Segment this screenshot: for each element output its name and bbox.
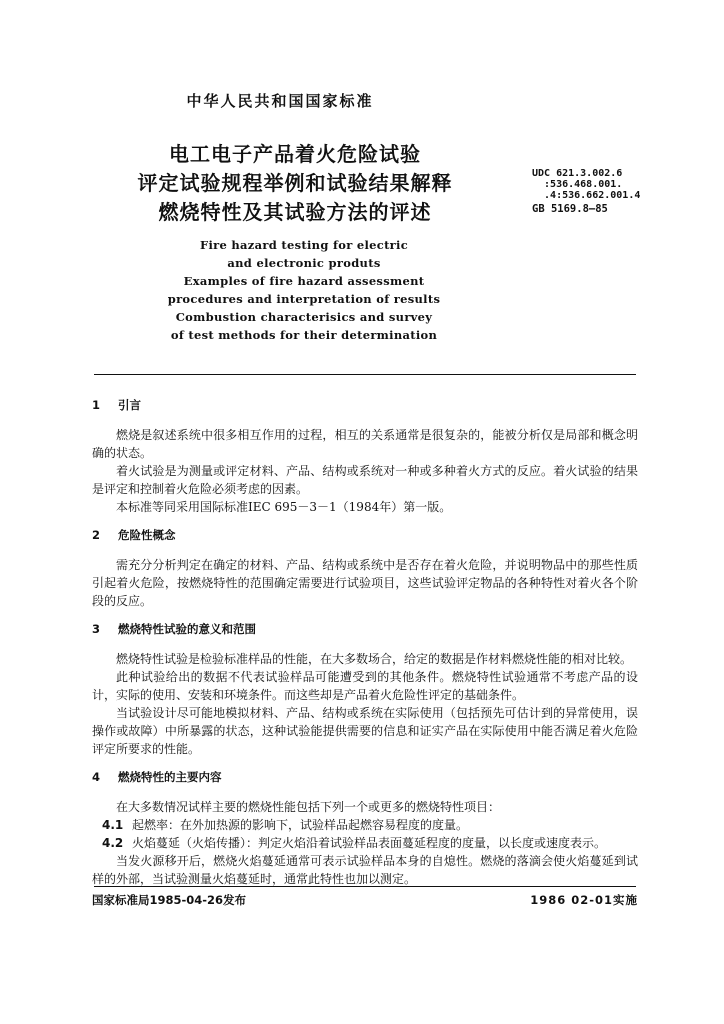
english-title-line: Fire hazard testing for electric [199, 238, 409, 252]
english-title-line: Examples of fire hazard assessment [183, 274, 425, 288]
udc-line: .4:536.662.001.4 [532, 190, 641, 201]
paragraph: 燃烧是叙述系统中很多相互作用的过程，相互的关系通常是很复杂的，能被分析仅是局部和概念明确的状态。 [92, 428, 638, 460]
section-hazard-concept [92, 526, 638, 610]
paragraph: 当试验设计尽可能地模拟材料、产品、结构或系统在实际使用（包括预先可估计到的异常使用，误操作或故障）中所暴露的状态，这种试验能提供需要的信息和证实产品在实际使用中能否满足着火危险评定所要求的性能。 [92, 706, 638, 756]
document-body [92, 396, 638, 888]
udc-classification [532, 168, 718, 201]
section-title: 危险性概念 [118, 528, 176, 542]
chinese-title-line: 电工电子产品着火危险试验 [169, 142, 421, 166]
chinese-title-line: 燃烧特性及其试验方法的评述 [158, 200, 432, 224]
item-text: 火焰蔓延（火焰传播）：判定火焰沿着试验样品表面蔓延程度的度量，以长度或速度表示。 [132, 836, 607, 850]
paragraph: 着火试验是为测量或评定材料、产品、结构或系统对一种或多种着火方式的反应。着火试验的结果是评定和控制着火危险必须考虑的因素。 [92, 464, 638, 496]
section-number: 3 [92, 622, 101, 636]
chinese-title-line: 评定试验规程举例和试验结果解释 [137, 171, 453, 195]
english-title-line: and electronic produts [227, 256, 381, 270]
section-heading [92, 526, 638, 544]
section-heading [92, 768, 638, 786]
section-number: 1 [92, 398, 101, 412]
effective-date: 1986 02-01实施 [530, 893, 638, 907]
paragraph: 需充分分析判定在确定的材料、产品、结构或系统中是否存在着火危险，并说明物品中的那些性质引起着火危险，按燃烧特性的范围确定需要进行试验项目，这些试验评定物品的各种特性对着火各个阶段的反应。 [92, 558, 638, 608]
section-title: 燃烧特性试验的意义和范围 [118, 622, 257, 636]
bottom-divider [94, 886, 636, 887]
item-number: 4.2 [102, 836, 124, 850]
section-number: 4 [92, 770, 101, 784]
issue-date: 国家标准局1985-04-26发布 [92, 893, 247, 907]
paragraph: 本标准等同采用国际标准IEC 695－3－1（1984年）第一版。 [116, 500, 452, 514]
english-title-line: of test methods for their determination [170, 328, 438, 342]
paragraph: 此种试验给出的数据不代表试验样品可能遭受到的其他条件。燃烧特性试验通常不考虑产品的设计，实际的使用、安装和环境条件。而这些却是产品着火危险性评定的基础条件。 [92, 670, 638, 702]
section-title: 引言 [118, 398, 142, 412]
paragraph: 燃烧特性试验是检验标准样品的性能，在大多数场合，给定的数据是作材料燃烧性能的相对比较。 [116, 652, 633, 666]
item-text: 起燃率：在外加热源的影响下，试验样品起燃容易程度的度量。 [132, 818, 469, 832]
section-combustion-characteristics [92, 768, 638, 888]
national-standard-heading: 中华人民共和国国家标准 [186, 92, 374, 110]
english-title-line: Combustion characterisics and survey [175, 310, 433, 324]
udc-line: :536.468.001. [532, 179, 623, 190]
section-number: 2 [92, 528, 101, 542]
paragraph: 当发火源移开后，燃烧火焰蔓延通常可表示试验样品本身的自熄性。燃烧的落滴会使火焰蔓延到试样的外部，当试验测量火焰蔓延时，通常此特性也加以测定。 [92, 854, 638, 886]
english-title [0, 236, 608, 344]
english-title-line: procedures and interpretation of results [167, 292, 441, 306]
footer [92, 892, 638, 912]
item-number: 4.1 [102, 818, 124, 832]
gb-standard-number: GB 5169.8—85 [532, 203, 608, 215]
chinese-title [0, 140, 590, 227]
list-item [92, 834, 638, 852]
section-heading [92, 620, 638, 638]
section-title: 燃烧特性的主要内容 [118, 770, 222, 784]
udc-line: UDC 621.3.002.6 [532, 168, 623, 179]
paragraph: 在大多数情况试样主要的燃烧性能包括下列一个或更多的燃烧特性项目： [116, 800, 501, 814]
section-introduction [92, 396, 638, 516]
section-heading [92, 396, 638, 414]
top-divider [94, 374, 636, 375]
list-item [92, 816, 638, 834]
section-test-significance [92, 620, 638, 758]
